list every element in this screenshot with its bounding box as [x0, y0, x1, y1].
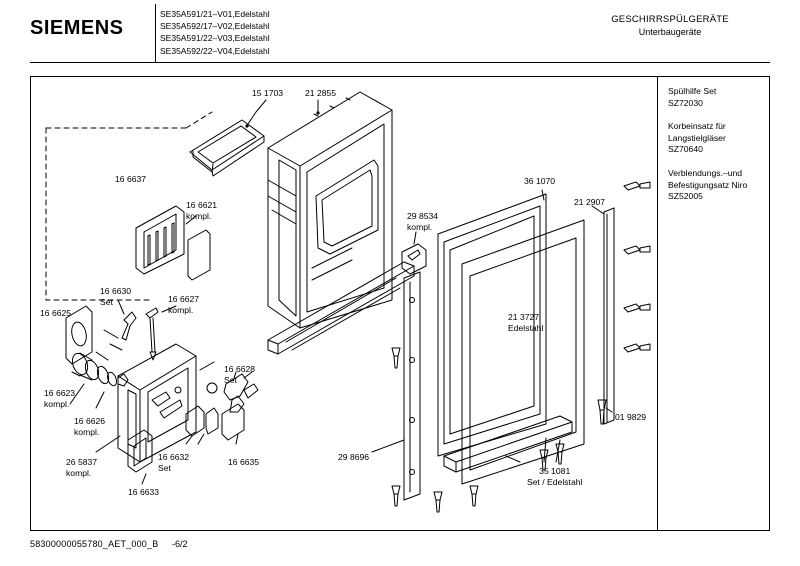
- part-label-29-8696: 29 8696: [338, 452, 370, 462]
- part-label-36-1070: 36 1070: [524, 176, 556, 186]
- screw-icon: [624, 344, 650, 352]
- leader-29-8696: [372, 440, 404, 452]
- part-label-21-2855: 21 2855: [305, 88, 337, 98]
- dashed-guide: [186, 112, 212, 128]
- part-26-5837: [118, 344, 217, 462]
- part-label-16-6637: 16 6637: [115, 174, 147, 184]
- leader-dot: [96, 352, 108, 360]
- part-label-16-6623: 16 6623 kompl.: [44, 388, 76, 409]
- accessory-code: SZ70640: [668, 144, 703, 155]
- leader-16-6633: [142, 474, 146, 484]
- part-21-3727: [462, 220, 584, 484]
- leader-dot: [110, 344, 122, 350]
- model-line: SE35A592/17–V02,Edelstahl: [160, 21, 270, 32]
- part-16-6630: [122, 312, 136, 340]
- screw-icon: [624, 246, 650, 254]
- part-label-16-6628: 16 6628 Set: [224, 364, 256, 385]
- leader-35-1081: [506, 456, 520, 462]
- part-label-15-1703: 15 1703: [252, 88, 284, 98]
- leader-16-6635: [236, 434, 238, 444]
- accessory-name-cont: Langstielgläser: [668, 132, 726, 143]
- model-line: SE35A591/22–V03,Edelstahl: [160, 33, 270, 44]
- model-line: SE35A592/22–V04,Edelstahl: [160, 45, 270, 56]
- part-16-6637: [190, 120, 264, 176]
- leader-15-1703: [248, 100, 266, 124]
- part-16-6635: [222, 404, 244, 440]
- page-number: -6/2: [172, 539, 188, 549]
- part-label-16-6627: 16 6627 kompl.: [168, 294, 200, 315]
- part-16-6621: [136, 206, 184, 274]
- accessory-code: SZ72030: [668, 97, 703, 108]
- accessory-name: Verblendungs.–und: [668, 167, 743, 178]
- model-line: SE35A591/21–V01,Edelstahl: [160, 9, 270, 19]
- part-label-16-6626: 16 6626 kompl.: [74, 416, 106, 437]
- screw-icon: [392, 348, 400, 368]
- screw-icon-019829: [598, 400, 606, 424]
- part-16-6623: [70, 351, 118, 387]
- screw-icon: [392, 486, 400, 506]
- part-label-21-3727: 21 3727 Edelstahl: [508, 312, 544, 333]
- part-small-plate: [188, 230, 210, 280]
- leader-dot: [104, 330, 118, 338]
- part-inner-door-panel: [268, 92, 392, 328]
- accessory-name: Spülhilfe Set: [668, 86, 717, 96]
- part-label-26-5837: 26 5837 kompl.: [66, 457, 98, 478]
- accessory-name: Korbeinsatz für: [668, 121, 726, 132]
- screw-icon: [624, 182, 650, 190]
- screw-icon: [470, 486, 478, 506]
- part-label-16-6632: 16 6632 Set: [158, 452, 190, 473]
- part-label-21-2907: 21 2907: [574, 197, 606, 207]
- leader-16-6632b: [198, 434, 204, 444]
- part-label-16-6621: 16 6621 kompl.: [186, 200, 218, 221]
- part-16-6632: [186, 406, 218, 436]
- part-label-16-6635: 16 6635: [228, 457, 260, 467]
- part-29-8696: [404, 272, 420, 500]
- screw-icon: [434, 492, 442, 512]
- part-label-01-9829: 01 9829: [615, 412, 647, 422]
- accessory-name-cont: Befestigungsatz Niro: [668, 179, 748, 190]
- leader-16-6626: [96, 392, 104, 408]
- screw-icon: [624, 304, 650, 312]
- siemens-logo: SIEMENS: [30, 17, 124, 39]
- document-code: 58300000055780_AET_000_B: [30, 539, 159, 549]
- part-label-29-8534: 29 8534 kompl.: [407, 211, 439, 232]
- part-16-6626: [118, 374, 128, 386]
- category-subtitle: Unterbaugeräte: [638, 27, 702, 37]
- dashed-guide: [46, 128, 150, 300]
- part-label-35-1081: 35 1081 Set / Edelstahl: [527, 466, 583, 487]
- part-label-16-6630: 16 6630 Set: [100, 286, 132, 307]
- leader-26-5837: [96, 436, 120, 452]
- part-label-16-6625: 16 6625: [40, 308, 72, 318]
- part-21-2907: [604, 208, 614, 424]
- leader-29-8534: [414, 232, 416, 244]
- accessory-code: SZ52005: [668, 191, 703, 202]
- part-16-6627: [146, 308, 158, 360]
- category-title: GESCHIRRSPÜLGERÄTE: [611, 14, 729, 25]
- part-label-16-6633: 16 6633: [128, 487, 160, 497]
